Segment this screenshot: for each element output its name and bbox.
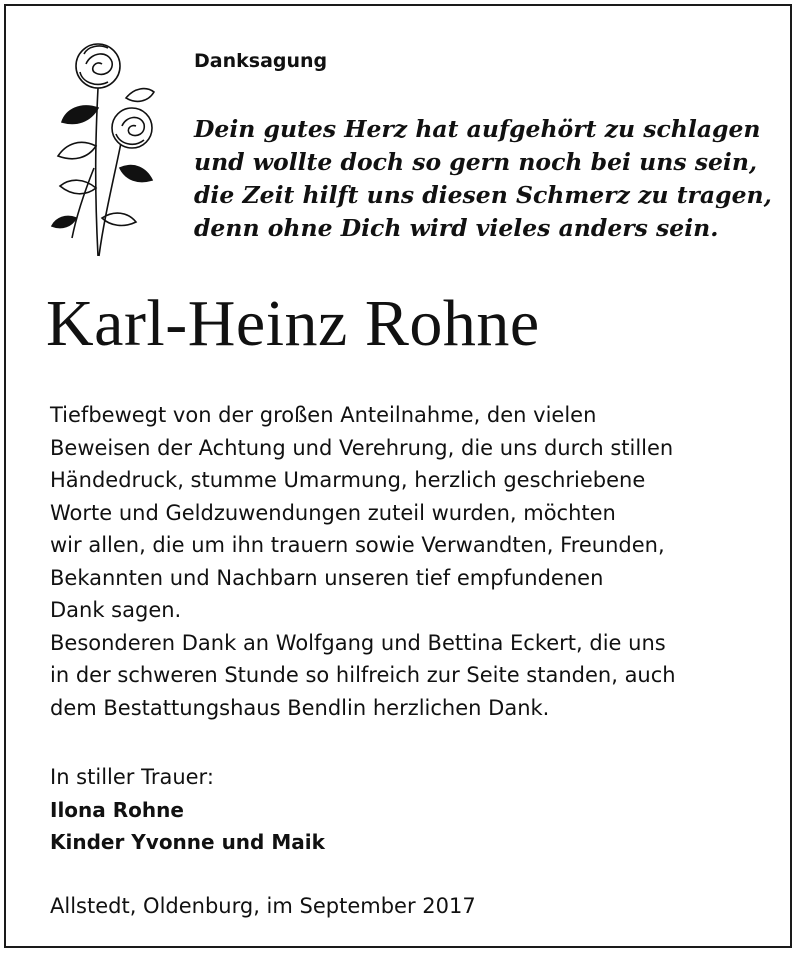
poem-line: denn ohne Dich wird vieles anders sein.: [194, 214, 719, 242]
rose-icon: [36, 28, 176, 258]
obituary-card: [4, 4, 792, 948]
body-line: Dank sagen.: [50, 598, 182, 622]
sign-intro: In stiller Trauer:: [50, 765, 214, 789]
body-line: in der schweren Stunde so hilfreich zur Seite standen, auch: [50, 663, 676, 687]
place-date: Allstedt, Oldenburg, im September 2017: [50, 894, 476, 918]
poem-line: die Zeit hilft uns diesen Schmerz zu tragen,: [194, 181, 772, 209]
body-line: Händedruck, stumme Umarmung, herzlich geschriebene: [50, 468, 646, 492]
body-line: Bekannten und Nachbarn unseren tief empfundenen: [50, 565, 604, 590]
body-line: dem Bestattungshaus Bendlin herzlichen Dank.: [50, 695, 550, 720]
body-line: wir allen, die um ihn trauern sowie Verwandten, Freunden,: [50, 533, 665, 557]
body-line: Besonderen Dank an Wolfgang und Bettina Eckert, die uns: [50, 630, 666, 655]
body-line: Beweisen der Achtung und Verehrung, die uns durch stillen: [50, 435, 674, 460]
poem: [194, 113, 772, 245]
poem-line: und wollte doch so gern noch bei uns sein,: [194, 148, 758, 176]
body-text: [50, 399, 676, 724]
sign-name-2: Kinder Yvonne und Maik: [50, 830, 325, 854]
deceased-name: Karl-Heinz Rohne: [46, 287, 540, 360]
sign-name-1: Ilona Rohne: [50, 797, 184, 822]
heading: Danksagung: [194, 50, 328, 72]
poem-line: Dein gutes Herz hat aufgehört zu schlagen: [194, 115, 761, 143]
signature-block: [50, 761, 325, 859]
body-line: Worte und Geldzuwendungen zuteil wurden, möchten: [50, 500, 616, 525]
body-line: Tiefbewegt von der großen Anteilnahme, den vielen: [50, 403, 597, 427]
